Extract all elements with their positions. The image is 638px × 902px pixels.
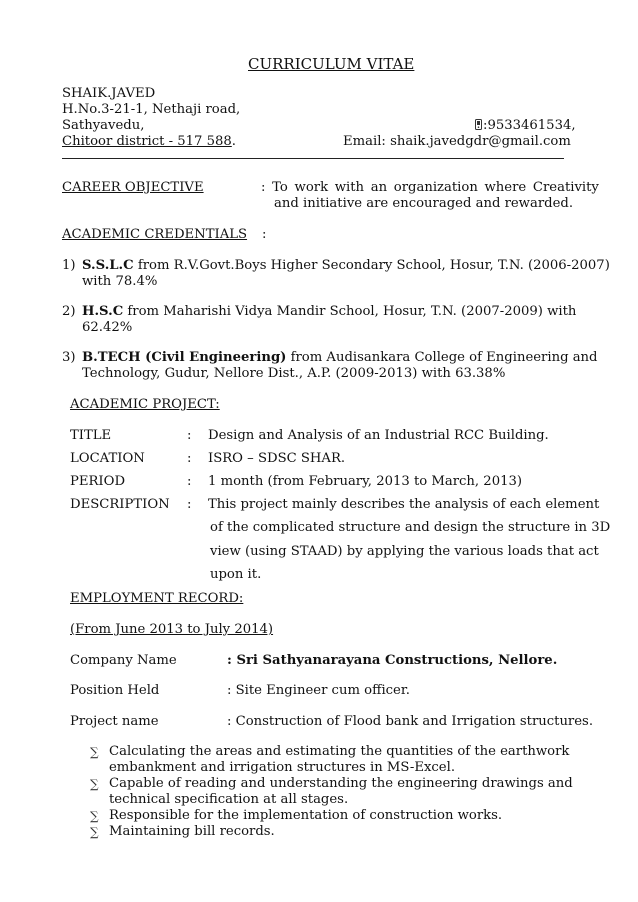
project-value: ISRO – SDSC SHAR.	[208, 451, 346, 466]
phone-icon	[474, 119, 483, 130]
candidate-name: SHAIK.JAVED	[62, 86, 156, 101]
career-objective-heading: CAREER OBJECTIVE	[62, 180, 204, 195]
district-period: .	[231, 134, 236, 149]
project-description-line: view (using STAAD) by applying the various loads that act	[210, 544, 599, 559]
project-value: This project mainly describes the analysis of each element	[208, 497, 600, 512]
career-objective-line-1: : To work with an organization where Creativity	[261, 180, 599, 195]
project-colon: :	[187, 497, 192, 512]
credential-line	[82, 350, 598, 366]
employment-period: (From June 2013 to July 2014)	[70, 622, 274, 637]
career-objective-line-2: and initiative are encouraged and rewarded.	[274, 196, 574, 211]
project-label: PERIOD	[70, 474, 126, 489]
credential-degree: B.TECH (Civil Engineering)	[82, 350, 287, 365]
credential-line	[82, 258, 610, 274]
credential-score: Technology, Gudur, Nellore Dist., A.P. (2009-2013) with 63.38%	[82, 366, 506, 381]
employment-value: : Construction of Flood bank and Irrigation structures.	[227, 714, 594, 729]
project-colon: :	[187, 474, 192, 489]
project-colon: :	[187, 451, 192, 466]
project-label: DESCRIPTION	[70, 497, 170, 512]
responsibility-item-cont: embankment and irrigation structures in MS-Excel.	[109, 760, 456, 775]
district-text: Chitoor district - 517 588	[62, 134, 232, 149]
credential-number: 1)	[62, 258, 76, 273]
academic-credentials-colon: :	[262, 227, 267, 242]
project-value: 1 month (from February, 2013 to March, 2013)	[208, 474, 523, 489]
responsibility-item: Responsible for the implementation of construction works.	[109, 808, 503, 823]
phone-contact	[474, 118, 576, 134]
bullet-icon: ∑	[90, 809, 99, 823]
academic-project-heading: ACADEMIC PROJECT:	[70, 397, 220, 412]
responsibility-item-cont: technical specification at all stages.	[109, 792, 349, 807]
responsibility-item: Capable of reading and understanding the engineering drawings and	[109, 776, 573, 791]
project-description-line: upon it.	[210, 567, 262, 582]
responsibility-item: Calculating the areas and estimating the quantities of the earthwork	[109, 744, 570, 759]
employment-record-heading: EMPLOYMENT RECORD:	[70, 591, 244, 606]
credential-score: with 78.4%	[82, 274, 158, 289]
employment-label: Company Name	[70, 653, 177, 668]
address-line-2: Sathyavedu,	[62, 118, 145, 133]
phone-number: :9533461534,	[483, 118, 576, 133]
employment-label: Project name	[70, 714, 159, 729]
employment-value: : Sri Sathyanarayana Constructions, Nellore.	[227, 653, 558, 668]
employment-value: : Site Engineer cum officer.	[227, 683, 410, 698]
bullet-icon: ∑	[90, 777, 99, 791]
credential-score: 62.42%	[82, 320, 133, 335]
project-description-line: of the complicated structure and design the structure in 3D	[210, 520, 611, 535]
bullet-icon: ∑	[90, 745, 99, 759]
credential-detail: from Maharishi Vidya Mandir School, Hosur, T.N. (2007-2009) with	[123, 304, 577, 319]
address-line-1: H.No.3-21-1, Nethaji road,	[62, 102, 241, 117]
credential-degree: S.S.L.C	[82, 258, 134, 273]
employment-label: Position Held	[70, 683, 160, 698]
credential-detail: from R.V.Govt.Boys Higher Secondary School, Hosur, T.N. (2006-2007)	[133, 258, 610, 273]
project-colon: :	[187, 428, 192, 443]
project-label: TITLE	[70, 428, 112, 443]
address-line-3	[62, 134, 236, 150]
credential-number: 2)	[62, 304, 76, 319]
divider	[62, 158, 564, 159]
responsibility-item: Maintaining bill records.	[109, 824, 275, 839]
academic-credentials-heading: ACADEMIC CREDENTIALS	[62, 227, 248, 242]
credential-detail: from Audisankara College of Engineering and	[286, 350, 598, 365]
email-contact: Email: shaik.javedgdr@gmail.com	[343, 134, 571, 149]
project-label: LOCATION	[70, 451, 145, 466]
project-value: Design and Analysis of an Industrial RCC Building.	[208, 428, 549, 443]
page-title: CURRICULUM VITAE	[248, 55, 415, 73]
bullet-icon: ∑	[90, 825, 99, 839]
credential-line	[82, 304, 576, 320]
credential-number: 3)	[62, 350, 76, 365]
credential-degree: H.S.C	[82, 304, 124, 319]
